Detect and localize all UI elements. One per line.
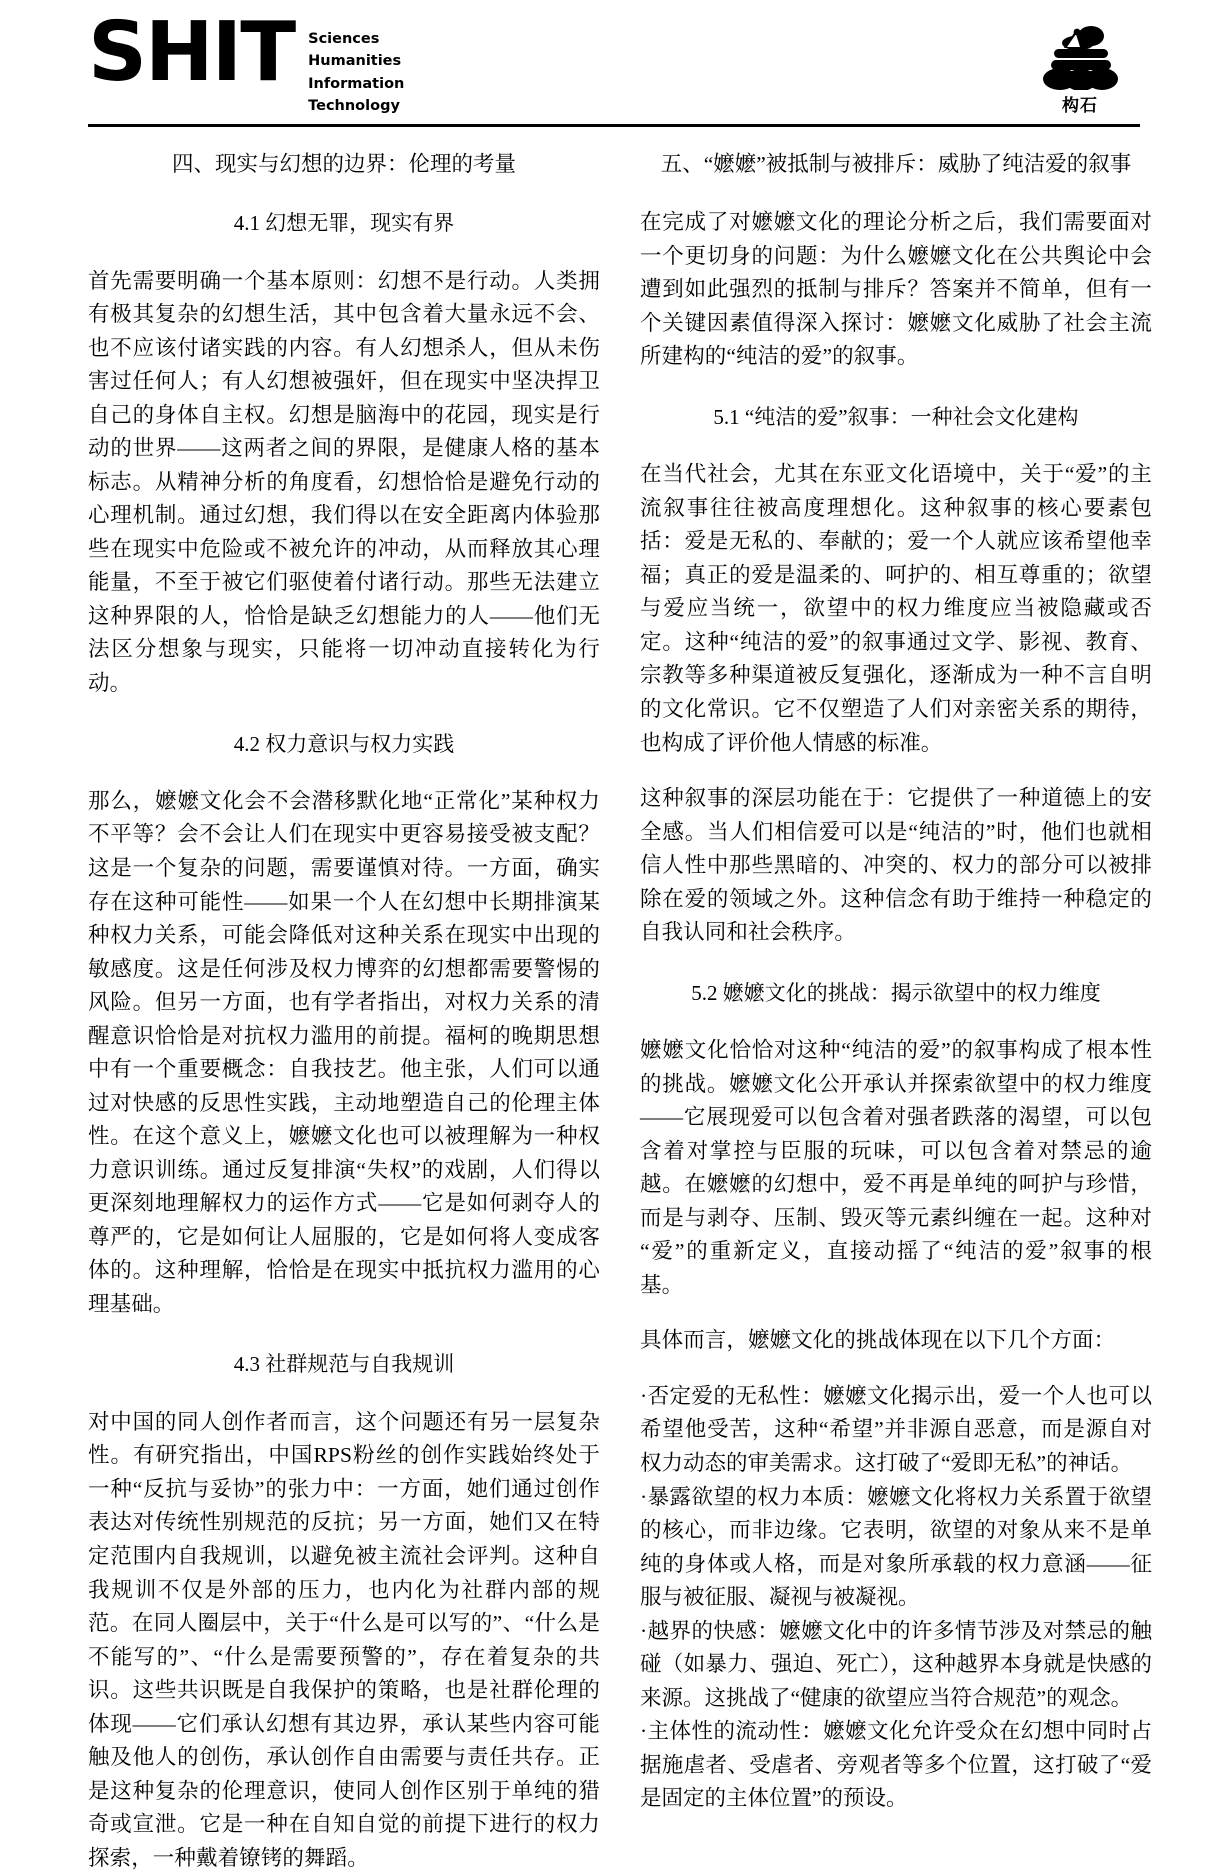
paragraph-4-1-1: 首先需要明确一个基本原则：幻想不是行动。人类拥有极其复杂的幻想生活，其中包含着大量永远不会、也不应该付诸实践的内容。有人幻想杀人，但从未伤害过任何人；有人幻想被强奸，但在现实中坚决捍卫自己的身体自主权。幻想是脑海中的花园，现实是行动的世界——这两者之间的界限，是健康人格的基本标志。从精神分析的角度看，幻想恰恰是避免行动的心理机制。通过幻想，我们得以在安全距离内体验那些在现实中危险或不被允许的冲动，从而释放其心理能量，不至于被它们驱使着付诸行动。那些无法建立这种界限的人，恰恰是缺乏幻想能力的人——他们无法区分想象与现实，只能将一切冲动直接转化为行动。 (88, 268, 600, 695)
journal-expansion-line-1: Sciences (308, 31, 380, 47)
publisher-name: 构石 (1062, 96, 1098, 116)
list-item: ·否定爱的无私性：嬷嬷文化揭示出，爱一个人也可以希望他受苦，这种“希望”并非源自恶意，而是源自对权力动态的审美需求。这打破了“爱即无私”的神话。 (640, 1383, 1152, 1475)
list-item: ·暴露欲望的权力本质：嬷嬷文化将权力关系置于欲望的核心，而非边缘。它表明，欲望的对象从来不是单纯的身体或人格，而是对象所承载的权力意涵——征服与被征服、凝视与被凝视。 (640, 1484, 1152, 1610)
list-item: ·主体性的流动性：嬷嬷文化允许受众在幻想中同时占据施虐者、受虐者、旁观者等多个位置，这打破了“爱是固定的主体位置”的预设。 (640, 1719, 1152, 1811)
right-column (640, 143, 1152, 1816)
journal-logo (88, 0, 404, 118)
subsection-heading-4-2: 4.2 权力意识与权力实践 (233, 731, 455, 756)
stone-stack-icon (1034, 24, 1126, 90)
paragraph-5-2-1: 嬷嬷文化恰恰对这种“纯洁的爱”的叙事构成了根本性的挑战。嬷嬷文化公开承认并探索欲望中的权力维度——它展现爱可以包含着对强者跌落的渴望，可以包含着对掌控与臣服的玩味，可以包含着对禁忌的逾越。在嬷嬷的幻想中，爱不再是单纯的呵护与珍惜，而是与剥夺、压制、毁灭等元素纠缠在一起。这种对“爱”的重新定义，直接动摇了“纯洁的爱”叙事的根基。 (640, 1038, 1152, 1297)
challenge-bullet-list (640, 1380, 1152, 1816)
left-column (88, 143, 600, 1875)
paragraph-4-2-1: 那么，嬷嬷文化会不会潜移默化地“正常化”某种权力不平等？会不会让人们在现实中更容易接受被支配？这是一个复杂的问题，需要谨慎对待。一方面，确实存在这种可能性——如果一个人在幻想中长期排演某种权力关系，可能会降低对这种关系在现实中出现的敏感度。这是任何涉及权力博弈的幻想都需要警惕的风险。但另一方面，也有学者指出，对权力关系的清醒意识恰恰是对抗权力滥用的前提。福柯的晚期思想中有一个重要概念：自我技艺。他主张，人们可以通过对快感的反思性实践，主动地塑造自己的伦理主体性。在这个意义上，嬷嬷文化也可以被理解为一种权力意识训练。通过反复排演“失权”的戏剧，人们得以更深刻地理解权力的运作方式——它是如何剥夺人的尊严的，它是如何让人屈服的，它是如何将人变成客体的。这种理解，恰恰是在现实中抵抗权力滥用的心理基础。 (88, 788, 600, 1316)
journal-expansion-line-2: Humanities (308, 53, 402, 70)
subsection-heading-5-1: 5.1 “纯洁的爱”叙事：一种社会文化建构 (713, 404, 1079, 429)
paragraph-5-1-1: 在当代社会，尤其在东亚文化语境中，关于“爱”的主流叙事往往被高度理想化。这种叙事的核心要素包括：爱是无私的、奉献的；爱一个人就应该希望他幸福；真正的爱是温柔的、呵护的、相互尊重的；欲望与爱应当统一，欲望中的权力维度应当被隐藏或否定。这种“纯洁的爱”的叙事通过文学、影视、教育、宗教等多种渠道被反复强化，逐渐成为一种不言自明的文化常识。它不仅塑造了人们对亲密关系的期待，也构成了评价他人情感的标准。 (640, 462, 1152, 755)
subsection-heading-5-2: 5.2 嬷嬷文化的挑战：揭示欲望中的权力维度 (691, 980, 1101, 1005)
paragraph-4-3-1: 对中国的同人创作者而言，这个问题还有另一层复杂性。有研究指出，中国RPS粉丝的创作实践始终处于一种“反抗与妥协”的张力中：一方面，她们通过创作表达对传统性别规范的反抗；另一方面，她们又在特定范围内自我规训，以避免被主流社会评判。这种自我规训不仅是外部的压力，也内化为社群内部的规范。在同人圈层中，关于“什么是可以写的”、“什么是不能写的”、“什么是需要预警的”，存在着复杂的共识。这些共识既是自我保护的策略，也是社群伦理的体现——它们承认幻想有其边界，承认某些内容可能触及他人的创伤，承认创作自由需要与责任共存。正是这种复杂的伦理意识，使同人创作区别于单纯的猎奇或宣泄。它是一种在自知自觉的前提下进行的权力探索，一种戴着镣铐的舞蹈。 (88, 1409, 600, 1870)
paragraph-5-intro: 在完成了对嬷嬷文化的理论分析之后，我们需要面对一个更切身的问题：为什么嬷嬷文化在公共舆论中会遭到如此强烈的抵制与排斥？答案并不简单，但有一个关键因素值得深入探讨：嬷嬷文化威胁了社会主流所建构的“纯洁的爱”的叙事。 (640, 210, 1152, 369)
paragraph-5-1-2: 这种叙事的深层功能在于：它提供了一种道德上的安全感。当人们相信爱可以是“纯洁的”时，他们也就相信人性中那些黑暗的、冲突的、权力的部分可以被排除在爱的领域之外。这种信念有助于维持一种稳定的自我认同和社会秩序。 (640, 786, 1152, 945)
section-heading-4: 四、现实与幻想的边界：伦理的考量 (171, 152, 516, 176)
subsection-heading-4-1: 4.1 幻想无罪，现实有界 (233, 211, 455, 236)
journal-expansion-line-4: Technology (308, 98, 400, 115)
list-item: ·越界的快感：嬷嬷文化中的许多情节涉及对禁忌的触碰（如暴力、强迫、死亡），这种越界本身就是快感的来源。这挑战了“健康的欲望应当符合规范”的观念。 (640, 1618, 1152, 1710)
paragraph-5-2-2: 具体而言，嬷嬷文化的挑战体现在以下几个方面： (640, 1328, 1116, 1353)
masthead-divider (88, 124, 1140, 127)
section-heading-5: 五、“嬷嬷”被抵制与被排斥：威胁了纯洁爱的叙事 (660, 152, 1132, 176)
publisher-logo (1020, 0, 1140, 116)
subsection-heading-4-3: 4.3 社群规范与自我规训 (233, 1352, 455, 1377)
masthead (88, 0, 1140, 118)
journal-acronym: SHIT (88, 5, 295, 100)
journal-expansion-line-3: Information (308, 75, 405, 92)
journal-expansion (308, 18, 404, 118)
article-body (88, 143, 1152, 1875)
